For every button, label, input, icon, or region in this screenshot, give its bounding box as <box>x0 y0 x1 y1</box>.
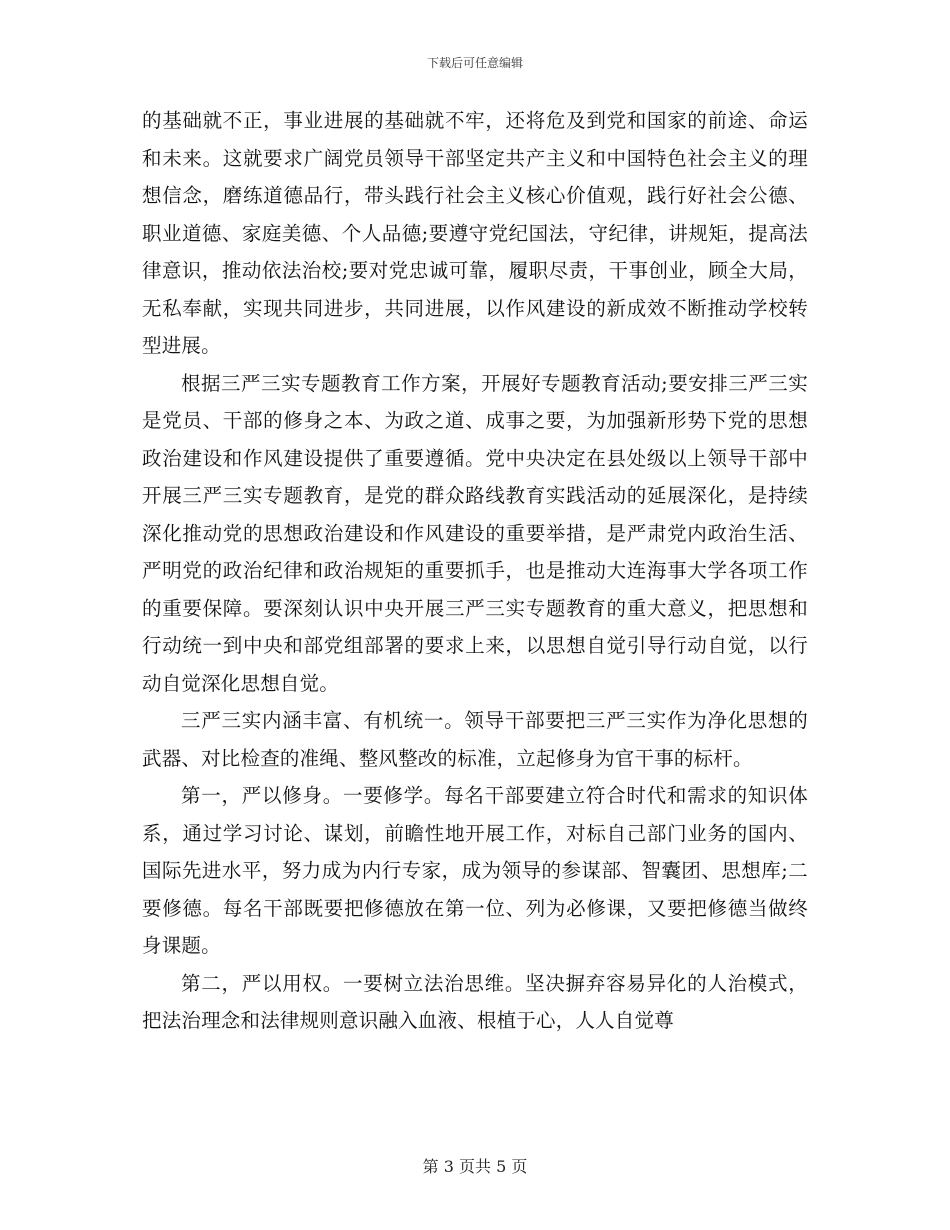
paragraph-special-education: 根据三严三实专题教育工作方案，开展好专题教育活动;要安排三严三实是党员、干部的修身之本、为政之道、成事之要，为加强新形势下党的思想政治建设和作风建设提供了重要遵循。党中央决定在县处级以上领导干部中开展三严三实专题教育，是党的群众路线教育实践活动的延展深化，是持续深化推动党的思想政治建设和作风建设的重要举措，是严肃党内政治生活、严明党的政治纪律和政治规矩的重要抓手，也是推动大连海事大学各项工作的重要保障。要深刻认识中央开展三严三实专题教育的重大意义，把思想和行动统一到中央和部党组部署的要求上来，以思想自觉引导行动自觉，以行动自觉深化思想自觉。 <box>142 371 808 695</box>
paragraph-self-cultivation: 第一，严以修身。一要修学。每名干部要建立符合时代和需求的知识体系，通过学习讨论、谋划，前瞻性地开展工作，对标自己部门业务的国内、国际先进水平，努力成为内行专家，成为领导的参谋部、智囊团、思想库;二要修德。每名干部既要把修德放在第一位、列为必修课，又要把修德当做终身课题。 <box>142 784 808 957</box>
paragraph-continuation: 的基础就不正，事业进展的基础就不牢，还将危及到党和国家的前途、命运和未来。这就要求广阔党员领导干部坚定共产主义和中国特色社会主义的理想信念，磨练道德品行，带头践行社会主义核心价值观，践行好社会公德、职业道德、家庭美德、个人品德;要遵守党纪国法，守纪律，讲规矩，提高法律意识，推动依法治校;要对党忠诚可靠，履职尽责，干事创业，顾全大局，无私奉献，实现共同进步，共同进展，以作风建设的新成效不断推动学校转型进展。 <box>142 109 808 357</box>
page-number: 第 3 页共 5 页 <box>422 1157 528 1176</box>
paragraph-connotation: 三严三实内涵丰富、有机统一。领导干部要把三严三实作为净化思想的武器、对比检查的准绳、整风整改的标准，立起修身为官干事的标杆。 <box>142 709 808 770</box>
paragraph-use-of-power: 第二，严以用权。一要树立法治思维。坚决摒弃容易异化的人治模式，把法治理念和法律规则意识融入血液、根植于心，人人自觉尊 <box>142 971 808 1032</box>
page-header: 下载后可任意编辑 <box>426 56 523 70</box>
document-body <box>142 102 808 1040</box>
